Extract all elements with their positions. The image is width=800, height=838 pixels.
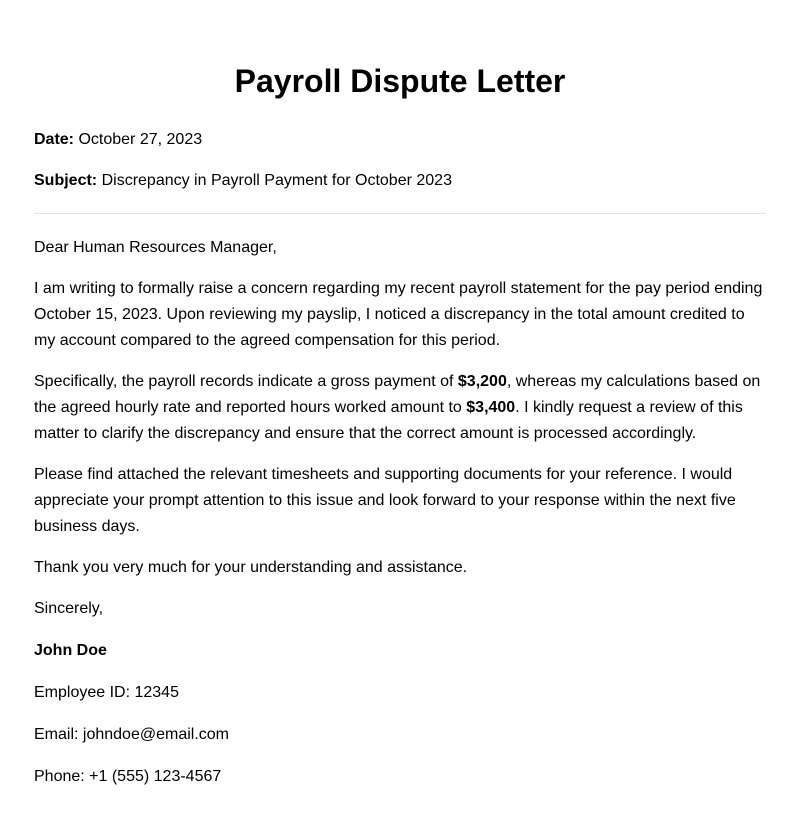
- letter: [34, 0, 766, 790]
- salutation: Dear Human Resources Manager,: [34, 239, 277, 256]
- paragraph-discrepancy-text-2: , whereas my calculations based on the agreed hourly rate and reported hours worked amount to: [34, 373, 761, 416]
- subject-label: Subject:: [34, 172, 98, 189]
- paragraph-thanks: Thank you very much for your understanding and assistance.: [34, 559, 468, 576]
- paragraph-concern: I am writing to formally raise a concern regarding my recent payroll statement for the pay period ending October 15, 2023. Upon reviewing my payslip, I noticed a discrepancy in the total amount credited to my account compared to the agreed compensation for this period.: [34, 280, 763, 349]
- divider: [34, 213, 766, 214]
- closing: Sincerely,: [34, 600, 104, 617]
- paragraph-discrepancy-text-1: Specifically, the payroll records indicate a gross payment of: [34, 373, 458, 390]
- paragraph-discrepancy-text-3: . I kindly request a review of this matter to clarify the discrepancy and ensure that the correct amount is processed accordingly.: [34, 399, 743, 442]
- subject-value: Discrepancy in Payroll Payment for October 2023: [101, 172, 452, 189]
- date-label: Date:: [34, 131, 75, 148]
- letter-title: Payroll Dispute Letter: [234, 63, 566, 99]
- subject-line: [34, 170, 766, 192]
- gross-payment-amount: $3,200: [457, 373, 507, 390]
- signature-name: John Doe: [34, 642, 107, 659]
- signature-phone: Phone: +1 (555) 123-4567: [34, 768, 222, 785]
- paragraph-discrepancy: [34, 369, 766, 447]
- signature-email: Email: johndoe@email.com: [34, 726, 229, 743]
- calculated-amount: $3,400: [466, 399, 516, 416]
- date-value: October 27, 2023: [78, 131, 203, 148]
- signature-employee-id: Employee ID: 12345: [34, 684, 179, 701]
- date-line: [34, 129, 766, 151]
- paragraph-attachments: Please find attached the relevant timesheets and supporting documents for your reference. I would appreciate your prompt attention to this issue and look forward to your response within the next five business days.: [34, 466, 736, 535]
